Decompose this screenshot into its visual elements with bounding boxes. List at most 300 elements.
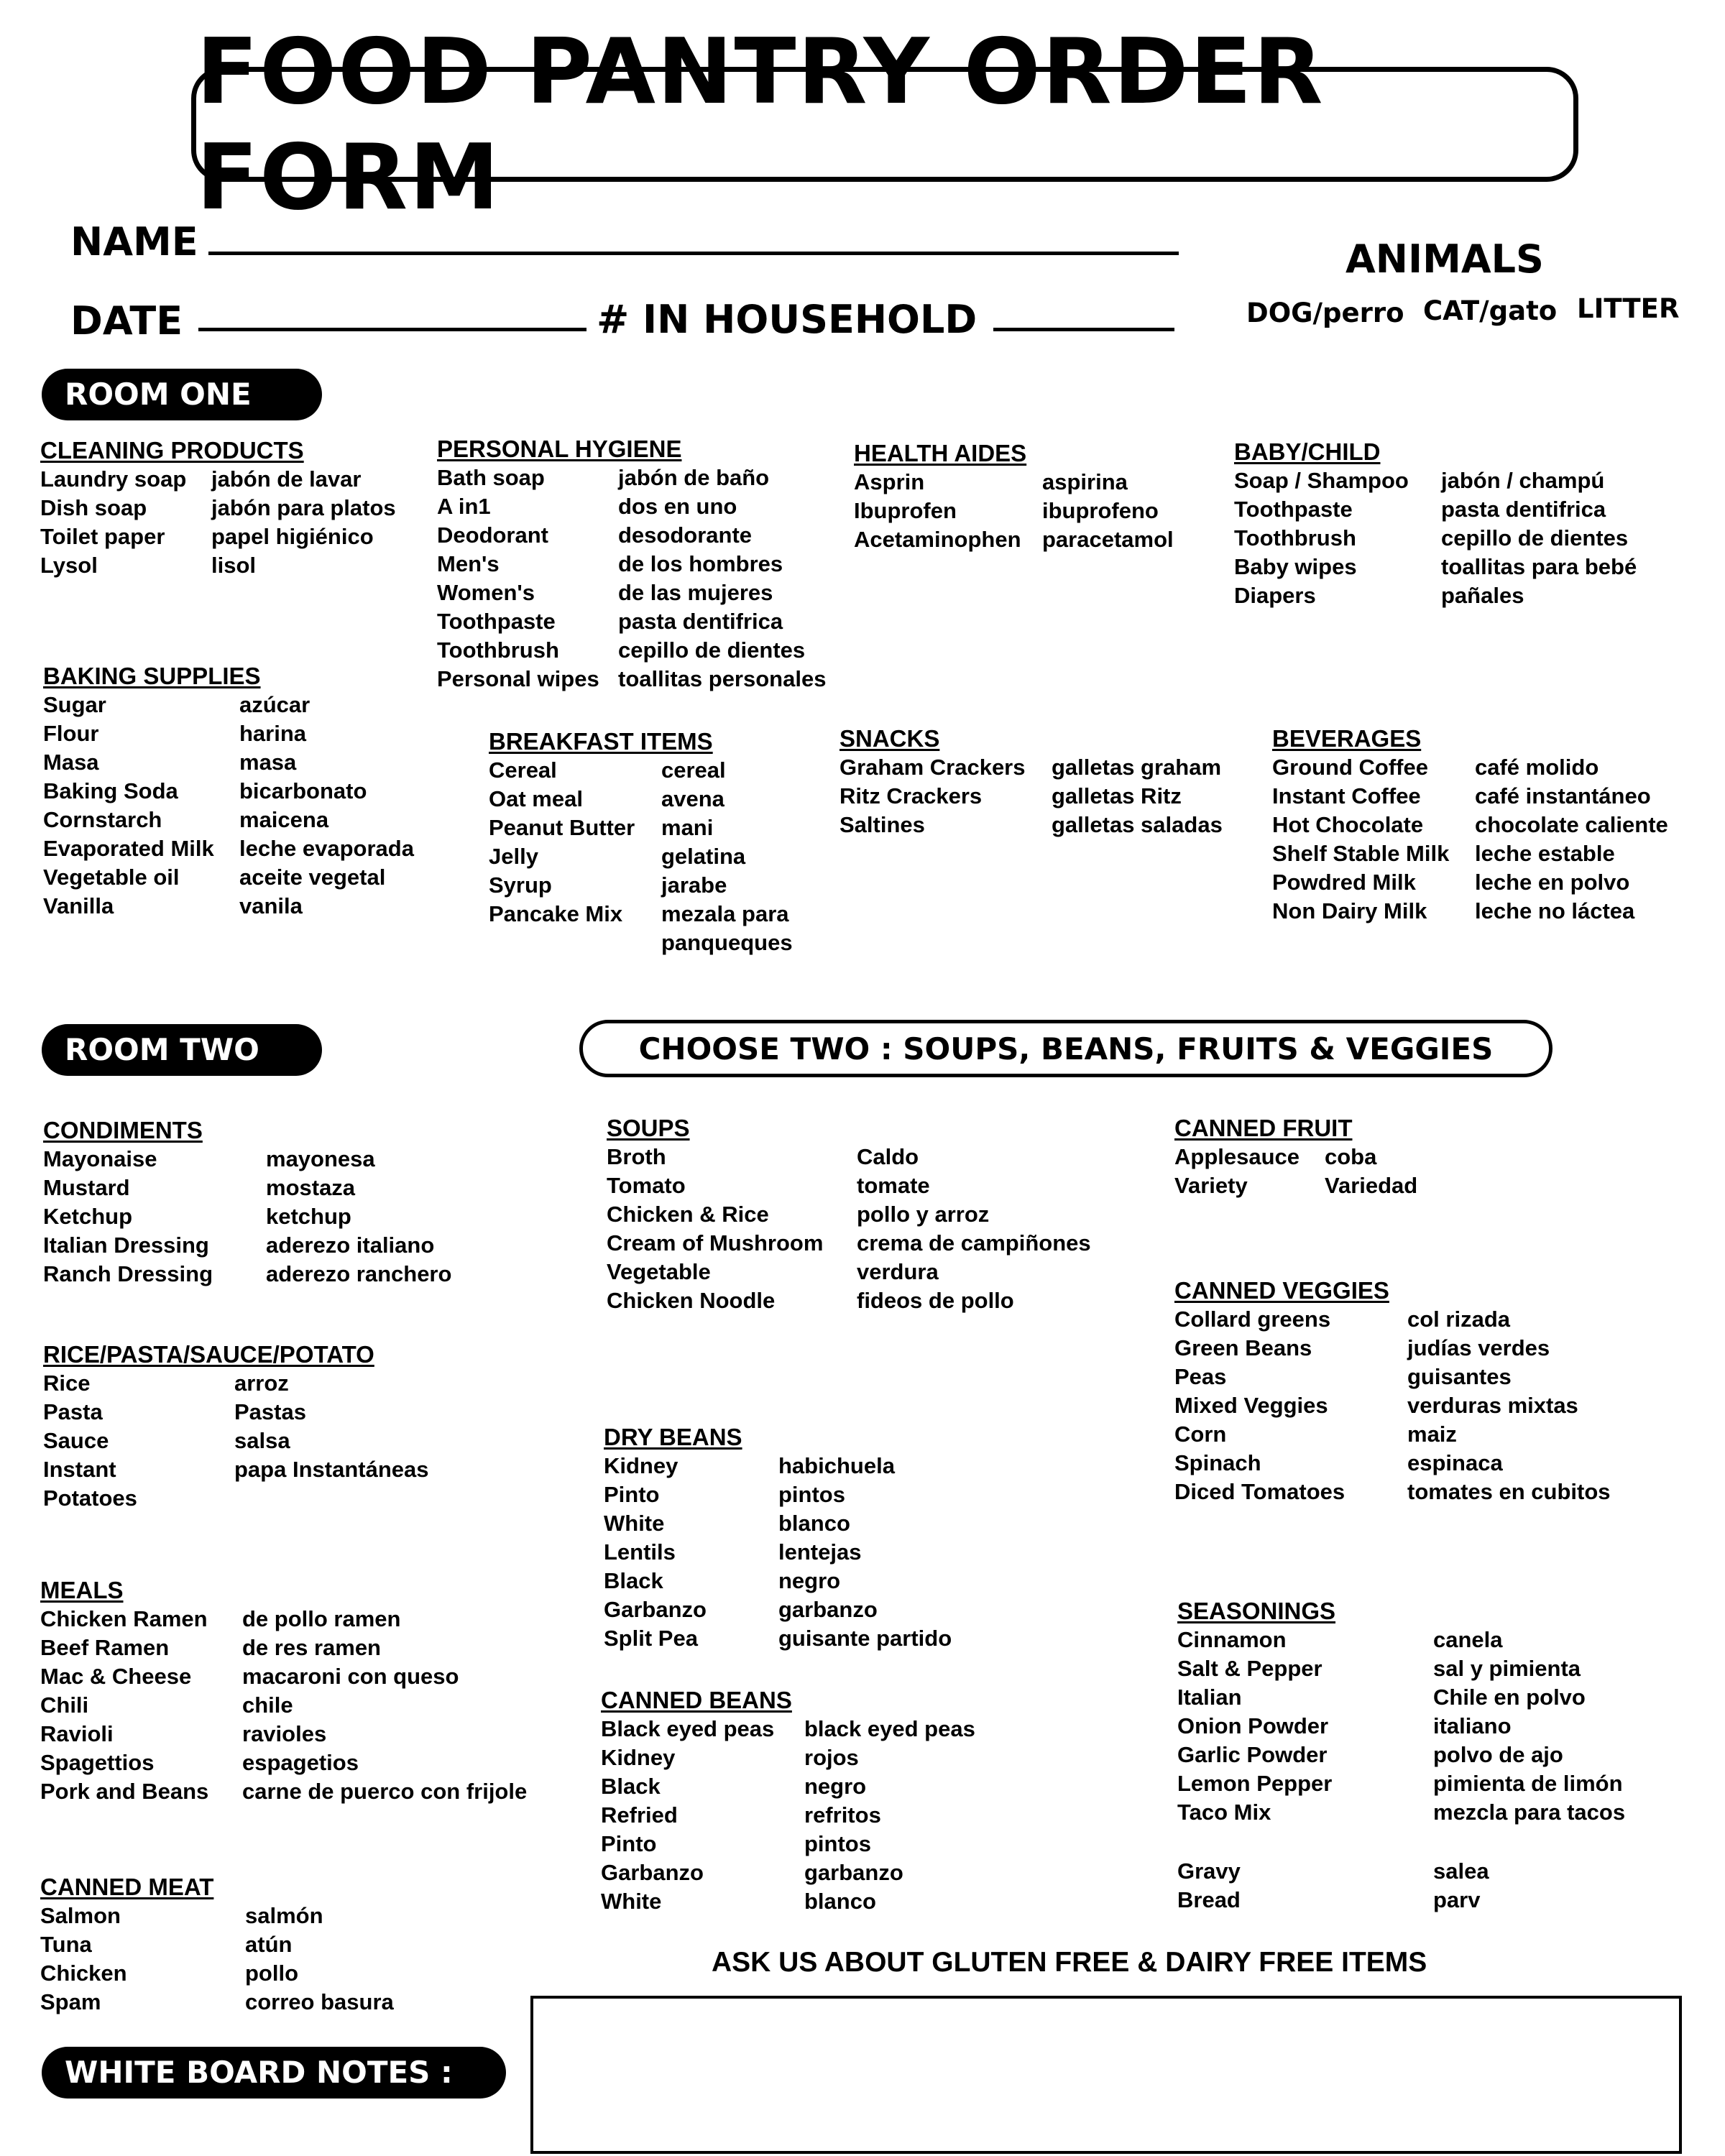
item-english: Black eyed peas <box>601 1716 775 1741</box>
item-row[interactable] <box>40 1777 527 1806</box>
item-row[interactable] <box>1177 1654 1625 1683</box>
item-row[interactable] <box>40 1902 394 1930</box>
item-spanish: refritos <box>804 1802 881 1828</box>
item-spanish: verduras mixtas <box>1407 1393 1578 1418</box>
item-row[interactable] <box>1177 1741 1625 1769</box>
item-english: Potatoes <box>43 1485 137 1511</box>
item-english: Diced Tomatoes <box>1174 1479 1346 1504</box>
item-row[interactable] <box>43 1145 451 1174</box>
item-english: Men's <box>437 551 500 576</box>
item-english: Ravioli <box>40 1721 114 1746</box>
item-spanish: negro <box>804 1774 867 1799</box>
section-heading: BEVERAGES <box>1272 725 1422 752</box>
section-extras <box>1177 1857 1489 1915</box>
item-row[interactable] <box>840 753 1223 782</box>
item-spanish: arroz <box>234 1370 289 1396</box>
item-spanish: leche no láctea <box>1475 898 1635 923</box>
household-field[interactable] <box>993 328 1174 331</box>
item-spanish: galletas graham <box>1052 755 1222 780</box>
item-english: Pork and Beans <box>40 1779 209 1804</box>
item-english: Mixed Veggies <box>1174 1393 1328 1418</box>
item-spanish: judías verdes <box>1407 1335 1550 1360</box>
item-english: Ketchup <box>43 1204 132 1229</box>
item-english: Taco Mix <box>1177 1800 1271 1825</box>
item-row[interactable] <box>607 1171 1091 1200</box>
item-row[interactable] <box>1174 1363 1611 1391</box>
item-english: Gravy <box>1177 1858 1241 1884</box>
item-row[interactable] <box>1272 897 1668 926</box>
section-heading: BREAKFAST ITEMS <box>489 728 713 755</box>
item-row[interactable] <box>40 1662 527 1691</box>
item-row[interactable] <box>1174 1143 1417 1171</box>
item-row[interactable] <box>40 1605 527 1634</box>
item-english: Toothbrush <box>437 637 559 663</box>
item-row[interactable] <box>40 1749 527 1777</box>
item-row[interactable] <box>43 691 414 719</box>
item-english: Italian <box>1177 1685 1242 1710</box>
item-row[interactable] <box>437 665 826 694</box>
item-row[interactable] <box>437 492 826 521</box>
room-one-label: ROOM ONE <box>42 369 322 420</box>
item-spanish: pollo <box>245 1961 299 1986</box>
item-row[interactable] <box>604 1509 952 1538</box>
item-spanish: pintos <box>778 1482 845 1507</box>
item-spanish: crema de campiñones <box>857 1230 1091 1256</box>
item-row[interactable] <box>43 719 414 748</box>
item-row[interactable] <box>1234 495 1637 524</box>
section-breakfast <box>489 727 793 957</box>
section-heading: CLEANING PRODUCTS <box>40 437 304 464</box>
item-row[interactable] <box>40 551 396 580</box>
item-spanish: dos en uno <box>618 494 737 519</box>
item-english: Peas <box>1174 1364 1227 1389</box>
item-row[interactable] <box>43 806 414 834</box>
item-spanish: cepillo de dientes <box>1441 525 1629 550</box>
item-english: Rice <box>43 1370 91 1396</box>
item-row[interactable] <box>1174 1478 1611 1506</box>
item-row[interactable] <box>854 468 1174 497</box>
section-cannedbeans <box>601 1686 975 1916</box>
section-heading: HEALTH AIDES <box>854 440 1027 466</box>
item-english: Toothbrush <box>1234 525 1356 550</box>
item-english: Garlic Powder <box>1177 1742 1328 1767</box>
item-row[interactable] <box>1174 1391 1611 1420</box>
item-english: Spinach <box>1174 1450 1261 1475</box>
item-spanish: habichuela <box>778 1453 895 1478</box>
item-spanish: mezcla para tacos <box>1433 1800 1626 1825</box>
section-heading: SNACKS <box>840 725 940 752</box>
item-spanish: black eyed peas <box>804 1716 975 1741</box>
item-english: Pasta <box>43 1399 103 1424</box>
item-row[interactable] <box>604 1480 952 1509</box>
item-spanish: papa Instantáneas <box>234 1457 429 1482</box>
item-english: Diapers <box>1234 583 1316 608</box>
item-spanish: pasta dentifrica <box>1441 497 1606 522</box>
item-spanish: leche evaporada <box>239 836 414 861</box>
item-english: Pancake Mix <box>489 901 623 926</box>
item-row[interactable] <box>43 1427 428 1455</box>
item-english: Chicken Ramen <box>40 1606 208 1631</box>
item-spanish: aspirina <box>1042 469 1128 494</box>
item-row[interactable] <box>1177 1886 1489 1915</box>
item-row[interactable] <box>437 607 826 636</box>
item-spanish: lisol <box>211 553 257 578</box>
item-english: White <box>601 1889 662 1914</box>
item-english: Kidney <box>601 1745 676 1770</box>
item-row[interactable] <box>1174 1334 1611 1363</box>
section-veggies <box>1174 1276 1611 1506</box>
section-heading: SEASONINGS <box>1177 1598 1336 1624</box>
item-spanish: espagetios <box>242 1750 359 1775</box>
item-spanish: jabón de baño <box>618 465 770 490</box>
item-row[interactable] <box>601 1858 975 1887</box>
item-english: Chicken & Rice <box>607 1202 769 1227</box>
item-row[interactable] <box>1272 753 1668 782</box>
item-row[interactable] <box>1177 1769 1625 1798</box>
item-spanish: macaroni con queso <box>242 1664 459 1689</box>
item-spanish: italiano <box>1433 1713 1512 1738</box>
item-row[interactable] <box>1272 839 1668 868</box>
item-spanish: galletas saladas <box>1052 812 1223 837</box>
item-english: Salt & Pepper <box>1177 1656 1322 1681</box>
item-row[interactable] <box>43 1260 451 1289</box>
item-row[interactable] <box>40 1691 527 1720</box>
item-english: Women's <box>437 580 535 605</box>
item-spanish: espinaca <box>1407 1450 1503 1475</box>
item-spanish: mani <box>661 815 714 840</box>
item-english: A in1 <box>437 494 491 519</box>
section-heading: RICE/PASTA/SAUCE/POTATO <box>43 1341 374 1368</box>
item-row[interactable] <box>1234 524 1637 553</box>
item-english: Cereal <box>489 757 557 783</box>
item-row[interactable] <box>40 1959 394 1988</box>
item-spanish: aceite vegetal <box>239 865 386 890</box>
item-english: Bread <box>1177 1887 1241 1912</box>
item-row[interactable] <box>1174 1305 1611 1334</box>
item-spanish: toallitas personales <box>618 666 827 691</box>
item-row[interactable] <box>1272 782 1668 811</box>
item-row[interactable] <box>43 748 414 777</box>
item-row[interactable] <box>43 777 414 806</box>
item-row[interactable] <box>40 1720 527 1749</box>
item-spanish: café instantáneo <box>1475 783 1651 808</box>
item-row[interactable] <box>43 1174 451 1202</box>
item-spanish: harina <box>239 721 307 746</box>
item-row[interactable] <box>607 1143 1091 1171</box>
item-english: Black <box>604 1568 663 1593</box>
item-spanish: jabón / champú <box>1441 468 1605 493</box>
item-row[interactable] <box>854 497 1174 525</box>
item-row[interactable] <box>1177 1798 1625 1827</box>
item-english: Cinnamon <box>1177 1627 1287 1652</box>
item-spanish: carne de puerco con frijole <box>242 1779 528 1804</box>
item-spanish: pimienta de limón <box>1433 1771 1623 1796</box>
item-row[interactable] <box>489 756 793 785</box>
item-row[interactable] <box>489 842 793 871</box>
item-row[interactable] <box>40 1988 394 2017</box>
item-spanish: de los hombres <box>618 551 783 576</box>
item-spanish: tomates en cubitos <box>1407 1479 1611 1504</box>
item-row[interactable] <box>43 1484 428 1513</box>
item-spanish: paracetamol <box>1042 527 1174 552</box>
item-spanish: salea <box>1433 1858 1489 1884</box>
section-meat <box>40 1873 394 2017</box>
item-spanish: salsa <box>234 1428 290 1453</box>
item-row[interactable] <box>601 1801 975 1830</box>
item-row[interactable] <box>1177 1857 1489 1886</box>
item-english: Peanut Butter <box>489 815 635 840</box>
item-english: Jelly <box>489 844 538 869</box>
item-row[interactable] <box>604 1567 952 1595</box>
item-row[interactable] <box>854 525 1174 554</box>
item-row[interactable] <box>840 782 1223 811</box>
item-row[interactable] <box>43 863 414 892</box>
item-spanish: papel higiénico <box>211 524 374 549</box>
item-english: Saltines <box>840 812 925 837</box>
section-health <box>854 439 1174 554</box>
item-english: Corn <box>1174 1422 1227 1447</box>
item-row[interactable] <box>43 834 414 863</box>
item-english: Vegetable oil <box>43 865 180 890</box>
section-heading: BABY/CHILD <box>1234 438 1381 465</box>
item-spanish: pasta dentifrica <box>618 609 783 634</box>
item-row[interactable] <box>437 464 826 492</box>
item-spanish: verdura <box>857 1259 939 1284</box>
item-spanish: panqueques <box>661 930 793 955</box>
item-row[interactable] <box>1177 1626 1625 1654</box>
item-spanish: Variedad <box>1325 1173 1418 1198</box>
item-spanish: cereal <box>661 757 726 783</box>
item-row[interactable] <box>604 1624 952 1653</box>
item-spanish: chocolate caliente <box>1475 812 1668 837</box>
item-spanish: de las mujeres <box>618 580 773 605</box>
item-english: Ranch Dressing <box>43 1261 213 1286</box>
item-row[interactable] <box>601 1887 975 1916</box>
item-spanish: azúcar <box>239 692 310 717</box>
item-english: Bath soap <box>437 465 545 490</box>
section-beverages <box>1272 724 1668 926</box>
item-row[interactable] <box>601 1772 975 1801</box>
item-row[interactable] <box>1174 1171 1417 1200</box>
item-english: Applesauce <box>1174 1144 1300 1169</box>
item-english: Instant Coffee <box>1272 783 1421 808</box>
item-row[interactable] <box>1177 1683 1625 1712</box>
item-english: Deodorant <box>437 522 548 548</box>
section-seasonings <box>1177 1597 1625 1827</box>
section-heading: BAKING SUPPLIES <box>43 663 261 689</box>
item-english: Pinto <box>604 1482 660 1507</box>
item-row[interactable] <box>604 1595 952 1624</box>
item-english: Dish soap <box>40 495 147 520</box>
item-english: Masa <box>43 750 99 775</box>
cat-option[interactable]: CAT/gato <box>1423 295 1558 326</box>
item-row[interactable] <box>607 1258 1091 1286</box>
dog-option[interactable]: DOG/perro <box>1246 298 1404 328</box>
item-english: Spam <box>40 1989 101 2014</box>
item-row[interactable] <box>43 1231 451 1260</box>
item-spanish: fideos de pollo <box>857 1288 1014 1313</box>
section-heading: CONDIMENTS <box>43 1117 203 1143</box>
item-spanish: café molido <box>1475 755 1599 780</box>
item-row[interactable] <box>43 892 414 921</box>
item-row[interactable] <box>840 811 1223 839</box>
item-row[interactable] <box>40 1634 527 1662</box>
item-english: Kidney <box>604 1453 678 1478</box>
item-english: Personal wipes <box>437 666 599 691</box>
item-english: Lemon Pepper <box>1177 1771 1333 1796</box>
item-english: Lentils <box>604 1539 676 1565</box>
item-spanish: galletas Ritz <box>1052 783 1182 808</box>
item-english: Mayonaise <box>43 1146 157 1171</box>
choose-two-banner: CHOOSE TWO : SOUPS, BEANS, FRUITS & VEGGIES <box>579 1020 1552 1077</box>
item-spanish: gelatina <box>661 844 746 869</box>
item-row[interactable] <box>437 579 826 607</box>
item-spanish: parv <box>1433 1887 1481 1912</box>
item-english: Ibuprofen <box>854 498 957 523</box>
item-english <box>489 929 661 957</box>
item-english: Non Dairy Milk <box>1272 898 1427 923</box>
item-row[interactable] <box>43 1202 451 1231</box>
item-row[interactable] <box>607 1200 1091 1229</box>
item-english: Pinto <box>601 1831 657 1856</box>
item-row[interactable] <box>40 522 396 551</box>
item-spanish: leche en polvo <box>1475 870 1630 895</box>
item-english: Italian Dressing <box>43 1233 209 1258</box>
item-english: Hot Chocolate <box>1272 812 1424 837</box>
item-spanish: aderezo ranchero <box>266 1261 452 1286</box>
section-hygiene <box>437 435 826 694</box>
item-english: Green Beans <box>1174 1335 1312 1360</box>
item-english: Garbanzo <box>601 1860 704 1885</box>
page-title: FOOD PANTRY ORDER FORM <box>191 67 1578 182</box>
item-row[interactable] <box>489 785 793 814</box>
section-meals <box>40 1576 527 1806</box>
item-row[interactable] <box>489 814 793 842</box>
item-row[interactable] <box>1174 1449 1611 1478</box>
name-field[interactable] <box>208 252 1179 255</box>
item-row[interactable] <box>1234 466 1637 495</box>
item-row[interactable] <box>601 1830 975 1858</box>
item-spanish: polvo de ajo <box>1433 1742 1563 1767</box>
item-row[interactable] <box>1177 1712 1625 1741</box>
item-english: Chicken <box>40 1961 127 1986</box>
item-row[interactable] <box>43 1369 428 1398</box>
item-spanish: sal y pimienta <box>1433 1656 1581 1681</box>
item-spanish: aderezo italiano <box>266 1233 435 1258</box>
item-row[interactable] <box>40 465 396 494</box>
item-english: Toothpaste <box>437 609 556 634</box>
white-board-notes-box[interactable] <box>530 1996 1682 2154</box>
item-row[interactable] <box>489 871 793 900</box>
section-heading: MEALS <box>40 1577 124 1603</box>
item-row[interactable] <box>489 929 793 957</box>
item-row[interactable] <box>437 521 826 550</box>
item-row[interactable] <box>40 1930 394 1959</box>
item-spanish: leche estable <box>1475 841 1615 866</box>
item-row[interactable] <box>604 1452 952 1480</box>
item-row[interactable] <box>1272 868 1668 897</box>
item-spanish: Caldo <box>857 1144 919 1169</box>
section-heading: CANNED FRUIT <box>1174 1115 1353 1141</box>
section-heading: PERSONAL HYGIENE <box>437 436 682 462</box>
item-row[interactable] <box>607 1229 1091 1258</box>
item-spanish: de res ramen <box>242 1635 381 1660</box>
item-row[interactable] <box>607 1286 1091 1315</box>
section-heading: SOUPS <box>607 1115 690 1141</box>
item-row[interactable] <box>437 550 826 579</box>
item-english: Baby wipes <box>1234 554 1357 579</box>
item-row[interactable] <box>601 1715 975 1743</box>
item-english: Evaporated Milk <box>43 836 214 861</box>
item-spanish: maicena <box>239 807 329 832</box>
item-english: Cornstarch <box>43 807 162 832</box>
item-row[interactable] <box>1174 1420 1611 1449</box>
item-row[interactable] <box>489 900 793 929</box>
item-english: Beef Ramen <box>40 1635 170 1660</box>
item-spanish: chile <box>242 1692 293 1718</box>
date-label: DATE <box>70 298 183 344</box>
item-row[interactable] <box>43 1398 428 1427</box>
item-spanish: maiz <box>1407 1422 1457 1447</box>
item-english: Chicken Noodle <box>607 1288 776 1313</box>
item-english: Flour <box>43 721 99 746</box>
section-condiments <box>43 1116 451 1289</box>
item-spanish: pañales <box>1441 583 1524 608</box>
item-english: Ritz Crackers <box>840 783 983 808</box>
item-row[interactable] <box>1234 581 1637 610</box>
item-row[interactable] <box>1234 553 1637 581</box>
item-spanish: guisante partido <box>778 1626 952 1651</box>
item-row[interactable] <box>604 1538 952 1567</box>
item-spanish: bicarbonato <box>239 778 367 803</box>
item-english: Collard greens <box>1174 1307 1331 1332</box>
item-english: White <box>604 1511 665 1536</box>
item-english: Graham Crackers <box>840 755 1026 780</box>
item-spanish: lentejas <box>778 1539 862 1565</box>
item-spanish: Chile en polvo <box>1433 1685 1586 1710</box>
item-spanish: atún <box>245 1932 293 1957</box>
litter-option[interactable]: LITTER <box>1577 293 1680 324</box>
household-label: # IN HOUSEHOLD <box>597 297 978 342</box>
item-english: Acetaminophen <box>854 527 1021 552</box>
item-english: Vanilla <box>43 893 114 918</box>
item-spanish: jabón de lavar <box>211 466 362 492</box>
item-english: Refried <box>601 1802 678 1828</box>
item-row[interactable] <box>601 1743 975 1772</box>
item-spanish: negro <box>778 1568 841 1593</box>
section-heading: CANNED MEAT <box>40 1874 214 1900</box>
item-spanish: desodorante <box>618 522 753 548</box>
item-spanish: jabón para platos <box>211 495 396 520</box>
gluten-dairy-note: ASK US ABOUT GLUTEN FREE & DAIRY FREE ITEMS <box>712 1947 1427 1978</box>
item-row[interactable] <box>1272 811 1668 839</box>
section-soups <box>607 1114 1091 1315</box>
item-english: Split Pea <box>604 1626 698 1651</box>
item-spanish: jarabe <box>661 872 727 898</box>
item-spanish: canela <box>1433 1627 1503 1652</box>
item-row[interactable] <box>43 1455 428 1484</box>
date-field[interactable] <box>198 328 586 331</box>
item-english: Sugar <box>43 692 106 717</box>
animals-heading: ANIMALS <box>1346 236 1544 282</box>
item-row[interactable] <box>40 494 396 522</box>
section-heading: DRY BEANS <box>604 1424 742 1450</box>
item-spanish: salmón <box>245 1903 323 1928</box>
item-english: Tomato <box>607 1173 686 1198</box>
item-english: Syrup <box>489 872 552 898</box>
item-row[interactable] <box>437 636 826 665</box>
room-two-label: ROOM TWO <box>42 1024 322 1076</box>
